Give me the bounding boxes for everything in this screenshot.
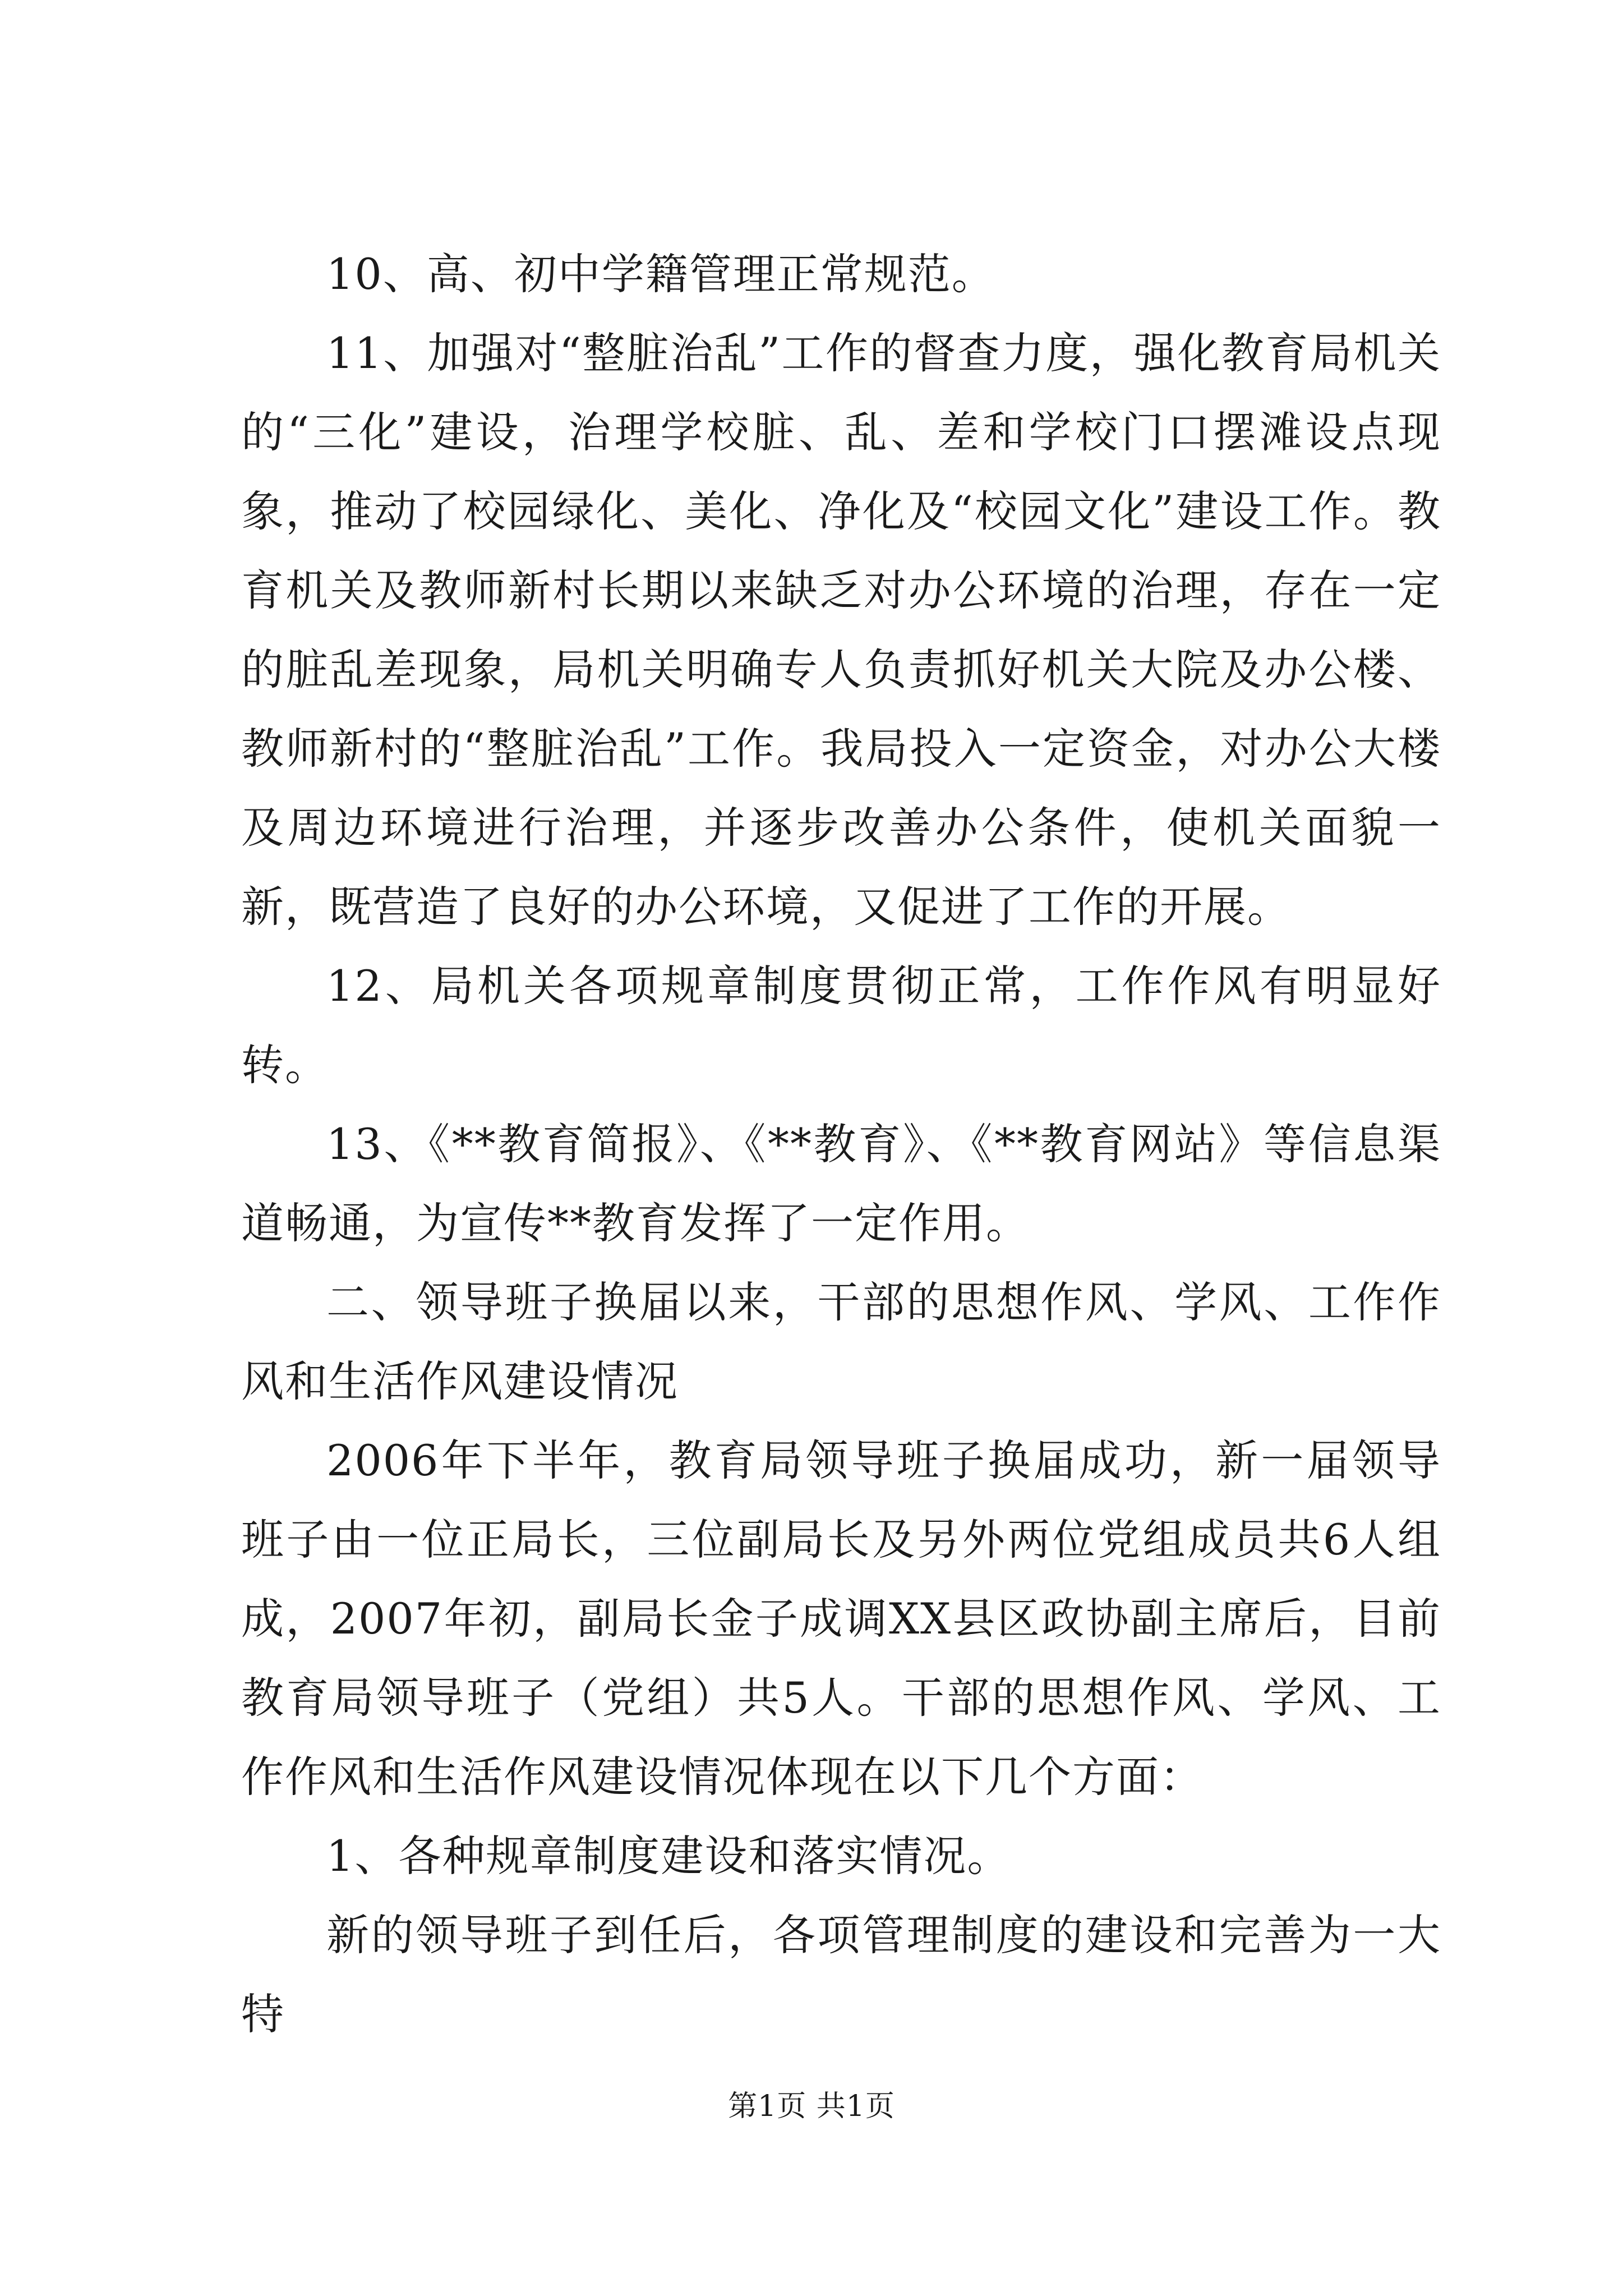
section-heading-two: 二、领导班子换届以来，干部的思想作风、学风、工作作风和生活作风建设情况 xyxy=(241,1277,1441,1406)
paragraph-11-cleanup-work: 11、加强对“整脏治乱”工作的督查力度，强化教育局机关的“三化”建设，治理学校脏、乱、差和学校门口摆滩设点现象，推动了校园绿化、美化、净化及“校园文化”建设工作。教育机关及教师新村长期以来缺乏对办公环境的治理，存在一定的脏乱差现象，局机关明确专人负责抓好机关大院及办公楼、教师新村的“整脏治乱”工作。我局投入一定资金，对办公大楼及周边环境进行治理，并逐步改善办公条件，使机关面貌一新，既营造了良好的办公环境，又促进了工作的开展。 xyxy=(241,328,1441,932)
paragraph-new-leadership: 新的领导班子到任后，各项管理制度的建设和完善为一大特 xyxy=(241,1910,1441,2039)
paragraph-12-rules-system: 12、局机关各项规章制度贯彻正常，工作作风有明显好转。 xyxy=(241,961,1441,1090)
paragraph-leadership-change: 2006年下半年，教育局领导班子换届成功，新一届领导班子由一位正局长，三位副局长及另外两位党组成员共6人组成，2007年初，副局长金子成调XX县区政协副主席后，目前教育局领导班子（党组）共5人。干部的思想作风、学风、工作作风和生活作风建设情况体现在以下几个方面： xyxy=(241,1435,1441,1802)
paragraph-1-rules-implementation: 1、各种规章制度建设和落实情况。 xyxy=(326,1831,1011,1881)
page-footer: 第1页 共1页 xyxy=(728,2090,895,2123)
paragraph-13-information-channels: 13、《**教育简报》、《**教育》、《**教育网站》等信息渠道畅通，为宣传**教育发挥了一定作用。 xyxy=(241,1119,1441,1248)
document-body xyxy=(241,234,1441,2054)
paragraph-10-student-records: 10、高、初中学籍管理正常规范。 xyxy=(326,249,995,299)
